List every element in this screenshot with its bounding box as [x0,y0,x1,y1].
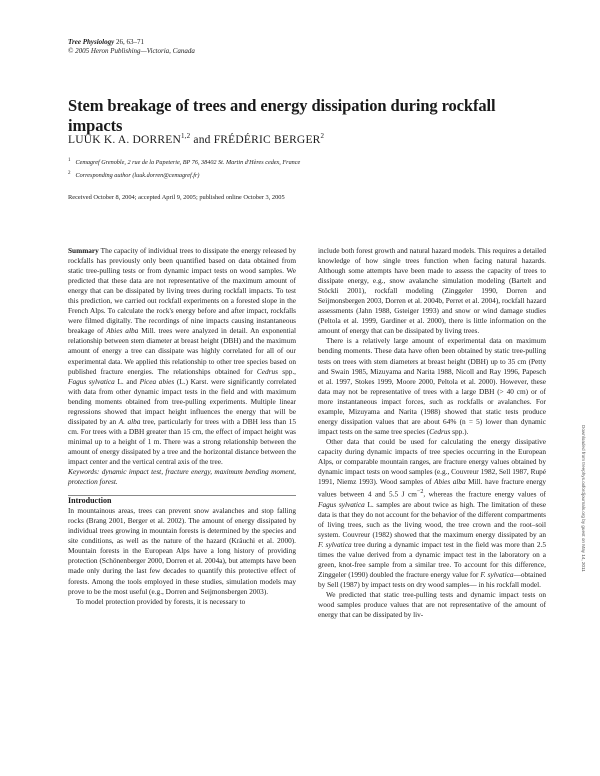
right-column [318,246,546,620]
body-paragraph: include both forest growth and natural hazard models. This requires a detailed knowledge of how single trees function when facing natural hazards. Although some attempts have been made to assess the capacity of trees to dissipate energy, e.g., snow avalanche simulation modeling (Bartelt and Stöckli 2001), rockfall modeling (Zinggeler 1990, Dorren and Seijmonsbergen 2003, Dorren et al. 2004b, Perret et al. 2004), rockfall hazard assessments (Jahn 1988, Gsteiger 1993) and snow or wind damage studies (Peltola et al. 1999, Gardiner et al. 2000), there is little information on the amount of energy that can be dissipated by living trees. [318,246,546,336]
journal-header [68,38,195,56]
left-column [68,246,296,607]
paper-title: Stem breakage of trees and energy dissipation during rockfall impacts [68,96,496,135]
author-conjunction: and [190,133,214,146]
body-paragraph: Other data that could be used for calculating the energy dissipative capacity during dynamic impacts of tree species occurring in the European Alps, or comparable mountain ranges, are fracture energy values obtained by dynamic impact tests on wood samples (e.g., Couvreur 1982, Sell 1987, Rupé 1991, Niemz 1993). Wood samples of Abies alba Mill. have fracture energy values between 4 and 5.5 J $cm^{-2}$, whereas the fracture energy values of Fagus sylvatica L. samples are about twice as high. The limitation of these data is that they do not account for the behavior of the different compartments of living trees, such as the living wood, the tree crown and the root–soil system. Couvreur (1982) showed that the maximum energy dissipated by an F. sylvatica tree during a dynamic impact test in the field was more than 2.5 times the value derived from a dynamic impact test in the laboratory on a green, knot-free sample from a similar tree. To account for this difference, Zinggeler (1990) doubled the fracture energy value for F. sylvatica—obtained by Sell (1987) by impact tests on dry wood samples— in his rockfall model. [318,436,546,589]
affiliation-2: $^2$ Corresponding author (luuk.dorren@cemagref.fr) [68,171,200,180]
abstract: Summary The capacity of individual trees to dissipate the energy released by rockfalls has previously only been quantified based on data obtained from static tree-pulling tests or from dynamic impact tests on wood samples. We predicted that these data are not representative of the maximum amount of energy that can be dissipated by living trees during rockfall impacts. To test this prediction, we carried out rockfall experiments on a forested slope in the French Alps. To calculate the rock's energy before and after impact, rockfalls were filmed digitally. The recordings of nine impacts causing instantaneous breakage of Abies alba Mill. trees were analyzed in detail. An exponential relationship between stem diameter at breast height (DBH) and the maximum amount of energy a tree can dissipate was highly correlated for all of our experimental data. We applied this relationship to other tree species based on published fracture energies. The relationships obtained for Cedrus spp., Fagus sylvatica L. and Picea abies (L.) Karst. were significantly correlated with data from other dynamic impact tests in the field and with maximum bending moments obtained from tree-pulling experiments. Multiple linear regressions showed that impact height influences the energy that will be dissipated by an A. alba tree, particularly for trees with a DBH less than 15 cm. For trees with a DBH greater than 15 cm, the effect of impact height was minimal up to a height of 1 m. There was a strong relationship between the amount of energy dissipated by a tree and the horizontal distance between the impact center and the vertical central axis of the tree. [68,246,297,466]
author-name: LUUK K. A. DORREN [68,133,181,146]
author-affiliation-mark: 2 [320,132,325,140]
received-dates: Received October 8, 2004; accepted April 9, 2005; published online October 3, 2005 [68,194,285,201]
body-paragraph: There is a relatively large amount of experimental data on maximum bending moments. These data have often been obtained by static tree-pulling tests on trees with stem diameters at breast height (DBH) up to 35 cm (Petty and Swain 1985, Mizuyama and Narita 1988, Nicoll and Ray 1996, Papesch et al. 1997, Stokes 1999, Moore 2000, Peltola et al. 2000). However, these data may not be representative of trees with a large DBH (> 40 cm) or of more instantaneous impact forces, such as rockfalls or avalanches. For example, Mizuyama and Narita (1988) showed that static tests produce energy dissipation values that are about 64% (n = 5) lower than dynamic impact tests on the same tree species (Cedrus spp.). [318,336,546,436]
keywords: Keywords: dynamic impact test, fracture energy, maximum bending moment, protection forest. [68,467,296,487]
author-list [68,132,324,146]
body-paragraph: We predicted that static tree-pulling tests and dynamic impact tests on wood samples produce values that are not representative of the amount of energy that can be dissipated by liv- [318,590,546,620]
author-affiliation-mark: 1,2 [180,132,191,140]
intro-paragraph: In mountainous areas, trees can prevent snow avalanches and stop falling rocks (Brang 2001, Berger et al. 2002). The amount of energy dissipated by individual trees growing in mountain forests is determined by the species and site conditions, as well as the nature of the hazard (Kräuchi et al. 2000). Mountain forests in the European Alps have a long history of providing protection (Schönenberger 2000, Dorren et al. 2004a), but attempts have been made only during the last few decades to quantify this protective effect of forests. Among the tools employed in these studies, simulation models may prove to be the most useful (e.g., Dorren and Seijmonsbergen 2003). [68,506,296,596]
author-name: FRÉDÉRIC BERGER [213,133,321,146]
download-side-note: Downloaded from treephys.oxfordjournals.org by guest on May 14, 2011 [581,425,586,572]
intro-paragraph: To model protection provided by forests, it is necessary to [76,596,246,606]
copyright-line: © 2005 Heron Publishing—Victoria, Canada [68,47,195,55]
affiliation-1: $^1$ Cemagref Grenoble, 2 rue de la Papeterie, BP 76, 38402 St. Martin d'Hères cedex, France [68,158,301,167]
journal-citation: Tree Physiology 26, 63–71 [68,38,144,46]
section-heading-introduction: Introduction [68,496,112,506]
